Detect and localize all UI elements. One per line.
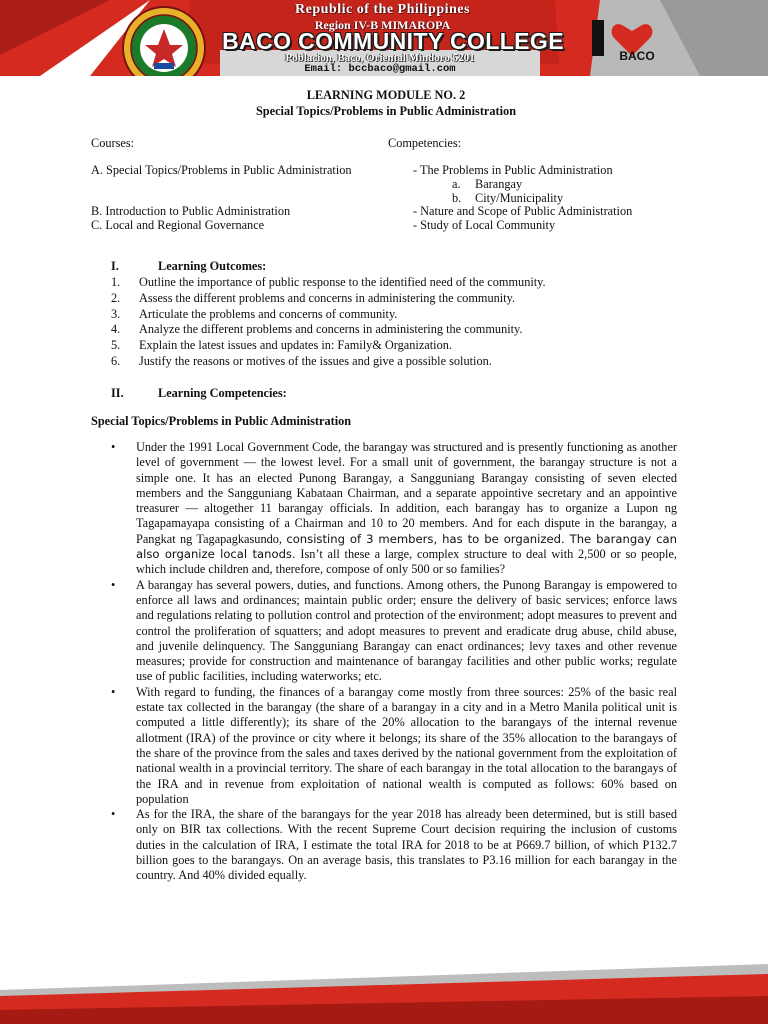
competency-item: - The Problems in Public Administration xyxy=(413,163,613,177)
bullet-list xyxy=(108,440,677,884)
outcome-number: 2. xyxy=(111,291,121,305)
course-item: A. Special Topics/Problems in Public Administration xyxy=(91,163,352,177)
address-text: Poblacion, Baco, Oriental Mindoro 5201 xyxy=(285,52,475,64)
outcome-number: 6. xyxy=(111,354,121,368)
bullet-dot: • xyxy=(111,577,116,592)
outcome-text: Justify the reasons or motives of the issues and give a possible solution. xyxy=(139,354,492,368)
bullet-dot: • xyxy=(111,440,116,454)
competency-sub-item: Barangay xyxy=(475,177,523,191)
bullet-text: Under the 1991 Local Government Code, the barangay was structured and is presently functioning as another level of government — the lowest level. For a small unit of government, the barangay structure is not a simple one. It has an elected Punong Barangay, a Sangguniang Barangay consisting of seven elected members and the Sangguniang Kabataan Chairman, and a separate appointive secretary and an appointive treasurer — altogether 11 barangay officials. In addition, each barangay has to organize a Lupon ng Tagapamayapa consisting of a Chairman and 10 to 20 members. And for each dispute in the barangay, a Pangkat ng Tagapagkasundo, xyxy=(136,440,677,546)
outcome-item xyxy=(111,354,492,369)
outcome-text: Explain the latest issues and updates in: Family& Organization. xyxy=(139,338,452,352)
competency-sub-item: City/Municipality xyxy=(475,191,564,205)
bullet-text: With regard to funding, the finances of a barangay come mostly from three sources: 25% of the basic real estate tax collected in the barangay (the share of a barangay in a city and in a Metro Manila political unit is computed a little differently); its share of the 20% allocation to the barangays of the internal revenue allotment (IRA) of the province or city where it belongs; its share of the 35% allocation to the barangays of the share of the province from the sales and taxes derived by the national government from the exploitation of national wealth in a provincial territory. The share of each barangay in the total allocation to the barangays of the IRA and in revenue from exploitation of national wealth is computed as follows: 60% based on population xyxy=(136,684,677,806)
bullet-item xyxy=(108,807,677,883)
footer-decoration xyxy=(0,960,768,1024)
module-subtitle: Special Topics/Problems in Public Administration xyxy=(255,104,517,118)
bullet-item xyxy=(108,440,677,578)
courses-label: Courses: xyxy=(91,136,135,150)
competency-item: - Nature and Scope of Public Administration xyxy=(413,204,633,218)
section-roman-numeral: II. xyxy=(111,386,124,400)
outcome-number: 1. xyxy=(111,275,121,289)
baco-heart-logo xyxy=(588,16,658,76)
outcome-number: 5. xyxy=(111,338,121,352)
outcome-number: 4. xyxy=(111,322,121,336)
email-text: Email: bccbaco@gmail.com xyxy=(304,63,456,75)
bullet-text: As for the IRA, the share of the barangays for the year 2018 has already been determined, but is still based only on BIR tax collections. With the recent Supreme Court decision requiring the inclusion of customs duties in the calculation of IRA, I estimate the total IRA for 2018 to be at P669.7 billion, of which P132.7 billion goes to the barangays. On an average basis, this translates to P3.16 million for each barangay in the country. And 40% divided equally. xyxy=(136,807,677,883)
outcome-text: Assess the different problems and concerns in administering the community. xyxy=(139,291,515,305)
bullet-text: Isn’t all these a large, complex structure to deal with 2,500 or so people, which include children and, therefore, compose of only 500 or so families? xyxy=(136,547,677,577)
college-seal-logo xyxy=(121,5,207,76)
competencies-label: Competencies: xyxy=(388,136,462,150)
outcome-text: Articulate the problems and concerns of community. xyxy=(139,307,398,321)
course-item: C. Local and Regional Governance xyxy=(91,218,265,232)
region-text: Region IV-B MIMAROPA xyxy=(314,18,451,32)
republic-text: Republic of the Philippines xyxy=(295,2,470,17)
bullet-text: A barangay has several powers, duties, and functions. Among others, the Punong Barangay is empowered to enforce all laws and ordinances; maintain public order; ensure the delivery of basic services; enforce laws and regulations relating to pollution control and protection of the environment; adopt measures to prevent and control the proliferation of squatters; and adopt measures to prevent and eradicate drug abuse, child abuse, and juvenile delinquency. The Sangguniang Barangay can enact ordinances; levy taxes and other revenue measures; provide for construction and maintenance of barangay facilities and other public works; regulate use of public facilities, including waterworks; etc. xyxy=(136,577,677,684)
section-title: Special Topics/Problems in Public Administration xyxy=(91,414,352,428)
competency-item: - Study of Local Community xyxy=(413,218,556,232)
learning-competencies-heading: Learning Competencies: xyxy=(158,386,287,400)
outcome-text: Outline the importance of public response to the identified need of the community. xyxy=(139,275,546,289)
college-name: BACO COMMUNITY COLLEGE xyxy=(222,28,564,54)
outcome-item xyxy=(111,291,515,306)
learning-outcomes-heading: Learning Outcomes: xyxy=(158,259,267,273)
bullet-dot: • xyxy=(111,807,116,822)
outcome-item xyxy=(111,338,452,353)
section-roman-numeral: I. xyxy=(111,259,119,273)
bullet-text: consisting of 3 members, has to be organized. The barangay can also organize local tanods. xyxy=(136,531,677,562)
competency-sub-marker: b. xyxy=(452,191,462,205)
outcome-text: Analyze the different problems and concerns in administering the community. xyxy=(139,322,523,336)
letterhead xyxy=(0,0,768,76)
bullet-item xyxy=(108,685,677,807)
outcome-item xyxy=(111,275,546,290)
competency-sub-marker: a. xyxy=(452,177,461,191)
course-item: B. Introduction to Public Administration xyxy=(91,204,291,218)
outcome-item xyxy=(111,322,523,337)
bullet-item xyxy=(108,578,677,685)
baco-logo-text: BACO xyxy=(619,49,655,63)
module-title: LEARNING MODULE NO. 2 xyxy=(306,88,466,102)
outcome-number: 3. xyxy=(111,307,121,321)
outcome-item xyxy=(111,307,397,322)
bullet-dot: • xyxy=(111,684,116,699)
